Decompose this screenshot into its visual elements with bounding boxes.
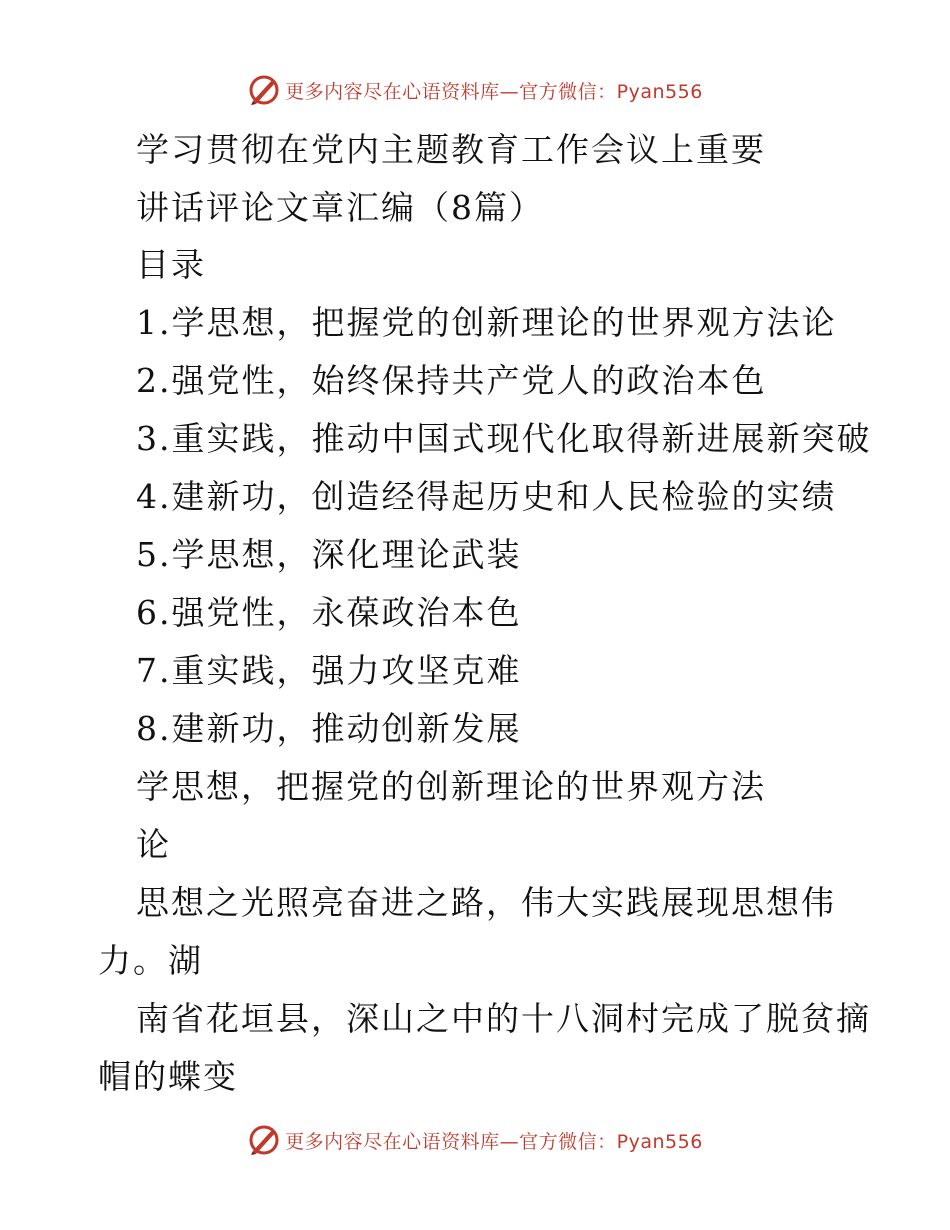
doc-title-line-2: 讲话评论文章汇编（8篇） [136, 188, 544, 227]
toc-item-2: 2.强党性，始终保持共产党人的政治本色 [136, 361, 767, 400]
toc-item-3: 3.重实践，推动中国式现代化取得新进展新突破 [136, 419, 872, 458]
pen-circle-logo-icon [247, 1123, 281, 1157]
paragraph-line-1: 思想之光照亮奋进之路，伟大实践展现思想伟 [136, 883, 836, 922]
section-heading-line-2: 论 [136, 825, 171, 864]
footer-banner [0, 1120, 950, 1160]
header-banner-text: 更多内容尽在心语资料库—官方微信：Pyan556 [285, 80, 703, 103]
pen-circle-logo-icon [247, 73, 281, 107]
paragraph-line-4: 帽的蝶变 [98, 1057, 238, 1096]
toc-heading: 目录 [136, 245, 206, 284]
toc-item-1: 1.学思想，把握党的创新理论的世界观方法论 [136, 303, 837, 342]
toc-item-8: 8.建新功，推动创新发展 [136, 709, 522, 748]
toc-item-5: 5.学思想，深化理论武装 [136, 535, 522, 574]
paragraph-line-2: 力。湖 [98, 941, 203, 980]
section-heading-line-1: 学思想，把握党的创新理论的世界观方法 [136, 767, 766, 806]
footer-banner-text: 更多内容尽在心语资料库—官方微信：Pyan556 [285, 1130, 703, 1153]
toc-item-6: 6.强党性，永葆政治本色 [136, 593, 522, 632]
doc-title-line-1: 学习贯彻在党内主题教育工作会议上重要 [136, 130, 766, 169]
header-banner [0, 70, 950, 110]
toc-item-7: 7.重实践，强力攻坚克难 [136, 651, 522, 690]
paragraph-line-3: 南省花垣县，深山之中的十八洞村完成了脱贫摘 [136, 999, 871, 1038]
toc-item-4: 4.建新功，创造经得起历史和人民检验的实绩 [136, 477, 837, 516]
